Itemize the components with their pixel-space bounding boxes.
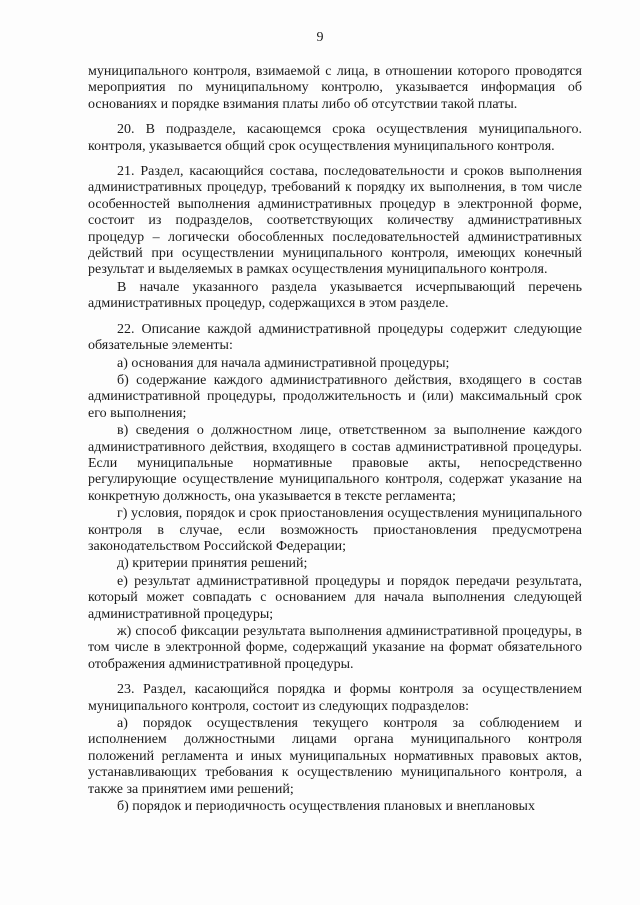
- paragraph: е) результат административной процедуры и порядок передачи результата, который может совпадать с основанием для начала выполнения следующей административной процедуры;: [88, 573, 582, 622]
- paragraph: г) условия, порядок и срок приостановления осуществления муниципального контроля в случае, если возможность приостановления предусмотрена законодательством Российской Федерации;: [88, 506, 582, 554]
- paragraph: 23. Раздел, касающийся порядка и формы контроля за осуществлением муниципального контроля, состоит из следующих подразделов:: [88, 682, 582, 714]
- paragraph: б) порядок и периодичность осуществления плановых и внеплановых: [117, 799, 535, 815]
- paragraph: 22. Описание каждой административной процедуры содержит следующие обязательные элементы:: [88, 321, 582, 354]
- paragraph: 20. В подразделе, касающемся срока осуществления муниципального. контроля, указывается общий срок осуществления муниципального контроля.: [88, 122, 582, 154]
- paragraph: а) основания для начала административной процедуры;: [117, 355, 450, 371]
- document-body: [88, 64, 582, 816]
- paragraph: б) содержание каждого административного действия, входящего в состав административной процедуры, продолжительность и (или) максимальный срок его выполнения;: [88, 372, 582, 421]
- paragraph: в) сведения о должностном лице, ответственном за выполнение каждого административного действия, входящего в состав административной процедуры. Если муниципальные нормативные правовые акты, непосредственно регулирующие осуществление муниципального контроля, содержат указание на конкретную должность, она указывается в тексте регламента;: [88, 423, 582, 504]
- paragraph: а) порядок осуществления текущего контроля за соблюдением и исполнением должностными лицами органа муниципального контроля положений регламента и иных муниципальных нормативных правовых актов, устанавливающих требования к осуществлению муниципального контроля, а также за принятием ими решений;: [88, 716, 582, 797]
- paragraph: 21. Раздел, касающийся состава, последовательности и сроков выполнения административных процедур, требований к порядку их выполнения, в том числе особенностей выполнения административных процедур в электронной форме, состоит из подразделов, соответствующих количеству административных процедур – логически обособленных последовательностей административных действий при осуществлении муниципального контроля, имеющих конечный результат и выделяемых в рамках осуществления муниципального контроля.: [88, 164, 582, 278]
- paragraph: д) критерии принятия решений;: [117, 556, 308, 572]
- paragraph: муниципального контроля, взимаемой с лица, в отношении которого проводятся мероприятия по муниципальному контролю, указывается информация об основаниях и порядке взимания платы либо об отсутствии такой платы.: [88, 64, 582, 112]
- paragraph: ж) способ фиксации результата выполнения административной процедуры, в том числе в электронной форме, содержащий указание на формат обязательного отображения административной процедуры.: [88, 624, 582, 672]
- page-number: 9: [316, 30, 324, 45]
- paragraph: В начале указанного раздела указывается исчерпывающий перечень административных процедур, содержащихся в этом разделе.: [88, 279, 582, 312]
